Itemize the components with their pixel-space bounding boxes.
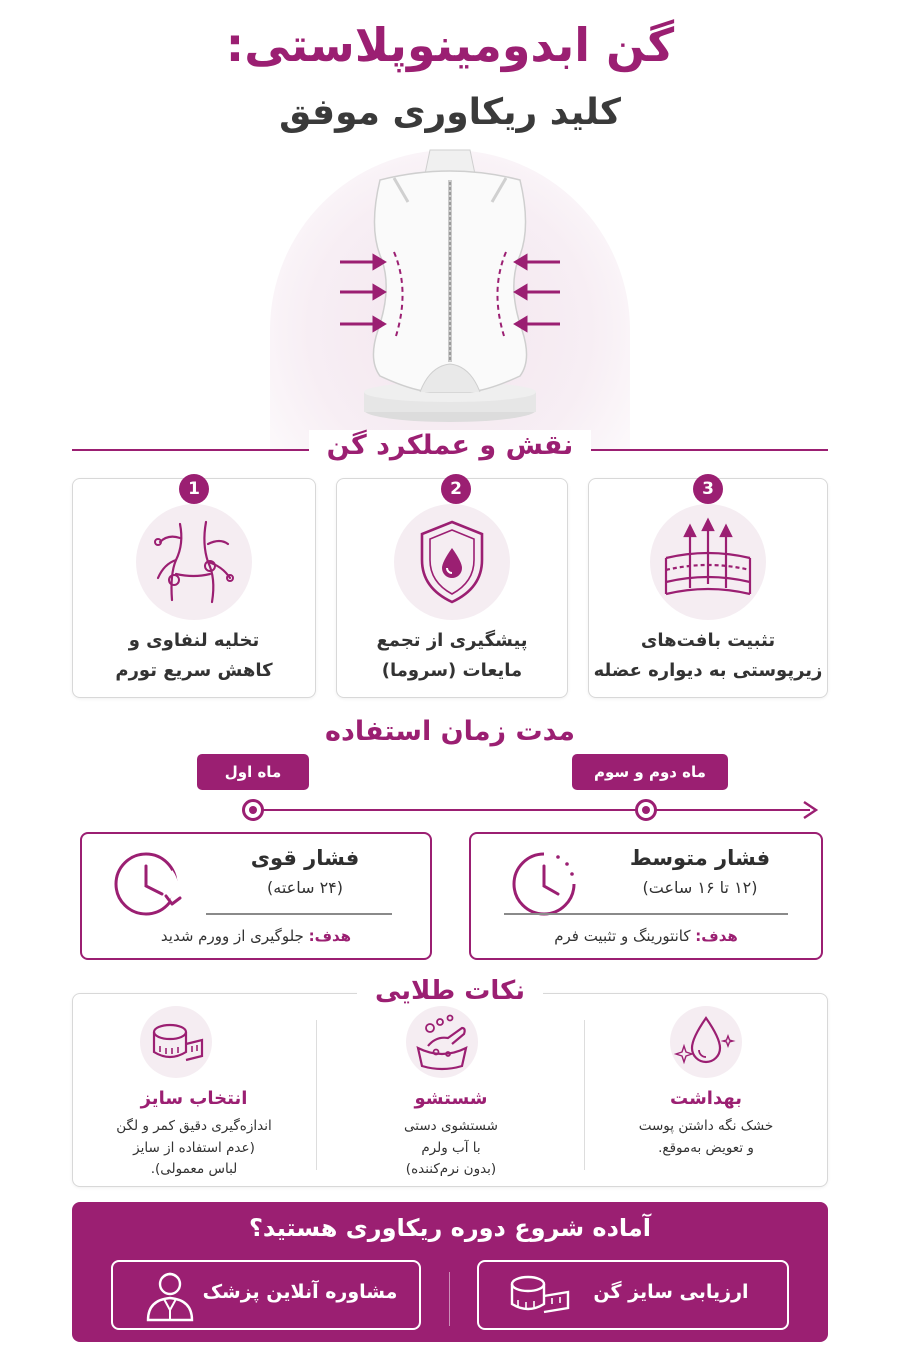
shield-drop-icon — [394, 504, 510, 620]
page-subtitle: کلید ریکاوری موفق — [279, 92, 621, 133]
tip-text-hygiene: خشک نگه داشتن پوست و تعویض به‌موقع. — [638, 1118, 774, 1156]
tip-text-wash: شستشوی دستی با آب ولرم (بدون نرم‌کننده) — [404, 1118, 498, 1178]
pressure-strong-goal: هدف: جلوگیری از وورم شدید — [160, 927, 352, 945]
phase-2-label: ماه دوم و سوم — [572, 754, 728, 790]
cta-divider — [449, 1272, 450, 1326]
size-assessment-label[interactable]: ارزیابی سایز گن — [593, 1281, 749, 1303]
duration-heading: مدت زمان استفاده — [325, 716, 575, 747]
water-drop-icon — [670, 1006, 742, 1078]
timeline-dot-2 — [635, 799, 657, 821]
pressure-medium-hours: (۱۲ تا ۱۶ ساعت) — [642, 878, 758, 897]
pressure-medium-goal: هدف: کانتورینگ و تثبیت فرم — [554, 927, 738, 945]
tip-title-hygiene: بهداشت — [670, 1088, 742, 1109]
tissue-layers-icon — [650, 504, 766, 620]
doctor-icon — [140, 1266, 200, 1324]
compression-garment-illustration — [270, 140, 630, 430]
tips-divider-1 — [316, 1020, 317, 1170]
tip-title-size: انتخاب سایز — [140, 1088, 248, 1109]
role-badge-2: 2 — [441, 474, 471, 504]
roles-heading: نقش و عملکرد گن — [0, 430, 900, 461]
clock-half-icon — [506, 846, 582, 922]
cta-title: آماده شروع دوره ریکاوری هستید؟ — [248, 1214, 652, 1242]
tips-heading: نکات طلایی — [0, 976, 900, 1006]
clock-cycle-icon — [108, 846, 188, 922]
pressure-strong-hours: (۲۴ ساعته) — [267, 878, 343, 897]
timeline-arrow-icon — [802, 800, 820, 820]
pressure-medium-divider — [504, 913, 788, 915]
tips-divider-2 — [584, 1020, 585, 1170]
lymph-vessels-icon — [136, 504, 252, 620]
timeline-dot-1 — [242, 799, 264, 821]
pressure-strong-title: فشار قوی — [250, 846, 360, 870]
hand-wash-icon — [406, 1006, 478, 1078]
tip-text-size: اندازه‌گیری دقیق کمر و لگن (عدم استفاده از سایز لباس معمولی). — [116, 1118, 272, 1178]
tape-measure-icon — [504, 1270, 574, 1322]
pressure-strong-divider — [206, 913, 392, 915]
pressure-medium-title: فشار متوسط — [629, 846, 771, 870]
role-badge-1: 1 — [179, 474, 209, 504]
tip-title-wash: شستشو — [414, 1088, 488, 1109]
online-consult-label[interactable]: مشاوره آنلاین پزشک — [202, 1281, 398, 1303]
role-text-1: تخلیه لنفاوی و کاهش سریع تورم — [115, 630, 273, 681]
phase-1-label: ماه اول — [197, 754, 309, 790]
tape-measure-icon — [140, 1006, 212, 1078]
role-text-3: تثبیت بافت‌های زیرپوستی به دیواره عضله — [593, 630, 823, 681]
role-text-2: پیشگیری از تجمع مایعات (سروما) — [376, 630, 528, 681]
role-badge-3: 3 — [693, 474, 723, 504]
page-title: گن ابدومینوپلاستی: — [225, 18, 675, 72]
timeline-line — [250, 809, 810, 811]
